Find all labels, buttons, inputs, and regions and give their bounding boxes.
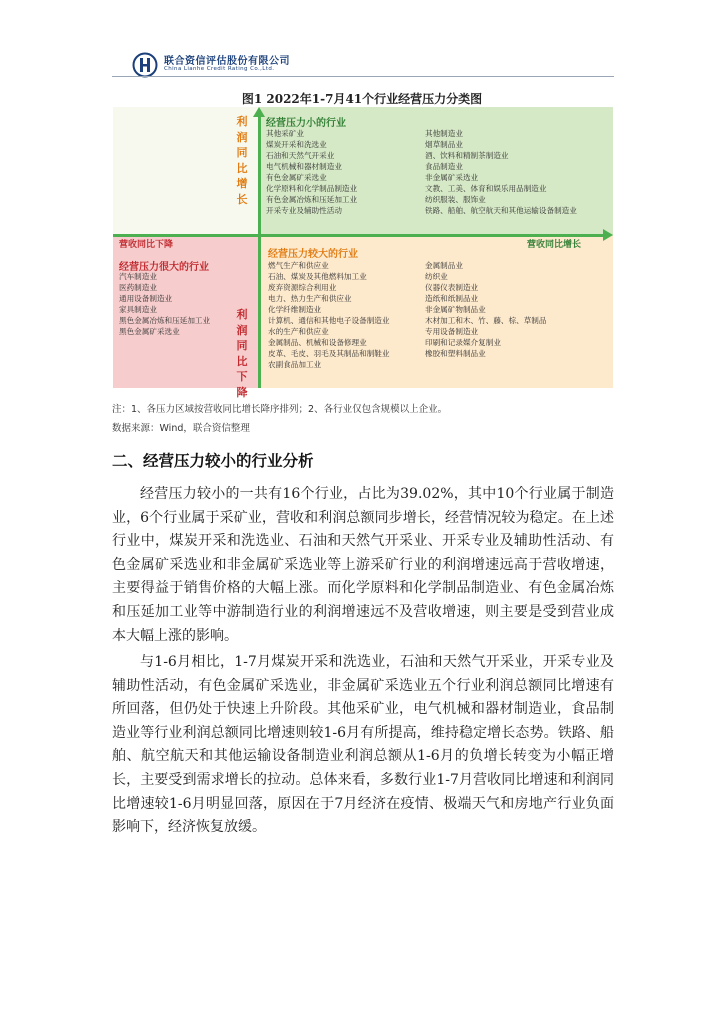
axis-label-profit-up: 利润同比增长 [236, 115, 248, 206]
list-item: 石油和天然气开采业 [266, 151, 335, 160]
figure-source: 数据来源：Wind，联合资信整理 [112, 423, 250, 434]
list-item: 黑色金属矿采选业 [119, 327, 180, 336]
list-item: 文教、工美、体育和娱乐用品制造业 [425, 184, 547, 193]
figure-note: 注：1、各压力区域按营收同比增长降序排列；2、各行业仅包含规模以上企业。 [112, 404, 448, 415]
small-pressure-list-2 [425, 128, 577, 216]
pressure-quadrant-chart [113, 107, 613, 399]
list-item: 非金属矿采选业 [425, 173, 479, 182]
list-item: 橡胶和塑料制品业 [425, 349, 486, 358]
list-item: 煤炭开采和洗选业 [266, 140, 327, 149]
quadrant-title-big: 经营压力较大的行业 [268, 249, 358, 260]
company-name-en: China Lianhe Credit Rating Co.,Ltd. [164, 66, 275, 72]
list-item: 电力、热力生产和供应业 [268, 294, 352, 303]
list-item: 化学纤维制造业 [268, 305, 322, 314]
list-item: 医药制造业 [119, 283, 157, 292]
right-arrow-icon [603, 229, 613, 241]
figure-title: 图1 2022年1-7月41个行业经营压力分类图 [241, 92, 483, 106]
list-item: 有色金属冶炼和压延加工业 [266, 195, 358, 204]
quadrant-title-small: 经营压力小的行业 [266, 118, 346, 129]
list-item: 石油、煤炭及其他燃料加工业 [268, 272, 367, 281]
list-item: 皮革、毛皮、羽毛及其制品和制鞋业 [268, 349, 390, 358]
axis-label-profit-down: 利润同比下降 [236, 308, 248, 399]
axis-label-revenue-up: 营收同比增长 [527, 240, 582, 250]
list-item: 铁路、船舶、航空航天和其他运输设备制造业 [425, 206, 577, 215]
list-item: 计算机、通信和其他电子设备制造业 [268, 316, 390, 325]
list-item: 印刷和记录媒介复制业 [425, 338, 501, 347]
list-item: 黑色金属冶炼和压延加工业 [119, 316, 211, 325]
list-item: 其他采矿业 [266, 129, 304, 138]
small-pressure-list-1 [266, 128, 357, 216]
page-header [112, 44, 612, 84]
list-item: 电气机械和器材制造业 [266, 162, 342, 171]
big-pressure-list-2 [425, 260, 547, 359]
header-divider [112, 76, 614, 77]
very-big-pressure-list [119, 271, 210, 337]
list-item: 水的生产和供应业 [268, 327, 329, 336]
big-pressure-list-1 [268, 260, 390, 370]
body-paragraph-1: 经营压力较小的一共有16个行业，占比为39.02%，其中10个行业属于制造业，6个行业属于采矿业，营收和利润总额同步增长，经营情况较为稳定。在上述行业中，煤炭开采和洗选业、石油和天然气开采业、开采专业及辅助性活动、有色金属矿采选业和非金属矿采选业等上游采矿行业的利润增速远高于营收增速，主要得益于销售价格的大幅上涨。而化学原料和化学制品制造业、有色金属冶炼和压延加工业等中游制造行业的利润增速远不及营收增速，则主要是受到营业成本大幅上涨的影响。 [112, 486, 614, 644]
list-item: 专用设备制造业 [425, 327, 479, 336]
body-paragraph-2: 与1-6月相比，1-7月煤炭开采和洗选业，石油和天然气开采业，开采专业及辅助性活动，有色金属矿采选业，非金属矿采选业五个行业利润总额同比增速有所回落，但仍处于快速上升阶段。其他采矿业，电气机械和器材制造业，食品制造业等行业利润总额同比增速则较1-6月有所提高，维持稳定增长态势。铁路、船舶、航空航天和其他运输设备制造业利润总额从1-6月的负增长转变为小幅正增长，主要受到需求增长的拉动。总体来看，多数行业1-7月营收同比增速和利润同比增速较1-6月明显回落，原因在于7月经济在疫情、极端天气和房地产行业负面影响下，经济恢复放缓。 [112, 654, 614, 836]
quadrant-title-very-big: 经营压力很大的行业 [119, 262, 209, 273]
list-item: 纺织业 [425, 272, 448, 281]
list-item: 汽车制造业 [119, 272, 157, 281]
list-item: 其他制造业 [425, 129, 463, 138]
list-item: 化学原料和化学制品制造业 [266, 184, 358, 193]
list-item: 金属制品、机械和设备修理业 [268, 338, 367, 347]
list-item: 家具制造业 [119, 305, 157, 314]
list-item: 纺织服装、服饰业 [425, 195, 486, 204]
vertical-axis [258, 115, 261, 388]
up-arrow-icon [253, 107, 265, 117]
list-item: 仪器仪表制造业 [425, 283, 479, 292]
list-item: 废弃资源综合利用业 [268, 283, 337, 292]
list-item: 开采专业及辅助性活动 [266, 206, 342, 215]
list-item: 非金属矿物制品业 [425, 305, 486, 314]
list-item: 食品制造业 [425, 162, 463, 171]
company-name-cn: 联合资信评估股份有限公司 [164, 56, 290, 67]
section-heading: 二、经营压力较小的行业分析 [112, 452, 314, 470]
list-item: 燃气生产和供应业 [268, 261, 329, 270]
list-item: 酒、饮料和精制茶制造业 [425, 151, 509, 160]
list-item: 有色金属矿采选业 [266, 173, 327, 182]
list-item: 农副食品加工业 [268, 360, 322, 369]
axis-label-revenue-down: 营收同比下降 [119, 240, 174, 250]
list-item: 金属制品业 [425, 261, 463, 270]
list-item: 通用设备制造业 [119, 294, 173, 303]
list-item: 木材加工和木、竹、藤、棕、草制品 [425, 316, 547, 325]
company-logo-icon [132, 52, 158, 78]
list-item: 烟草制品业 [425, 140, 463, 149]
list-item: 造纸和纸制品业 [425, 294, 479, 303]
